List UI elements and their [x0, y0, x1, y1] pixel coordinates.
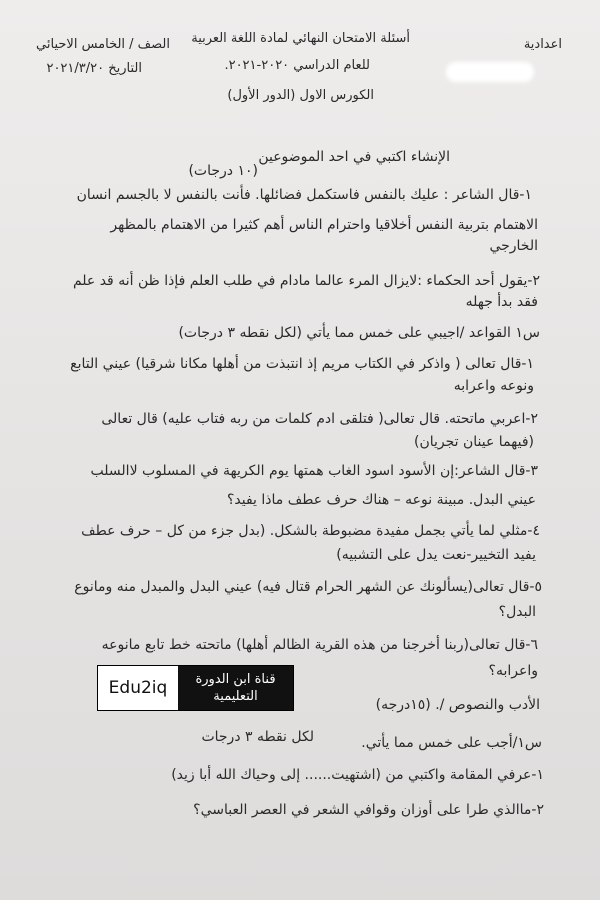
school-name: اعدادية: [523, 37, 562, 52]
watermark-arabic-line2: التعليمية: [213, 689, 258, 704]
q1-item4-line1: ٤-مثلي لما يأتي بجمل مفيدة مضبوطة بالشكل. (بدل جزء من كل – حرف عطف: [81, 523, 540, 539]
watermark-arabic: [178, 666, 293, 710]
q1-heading: س١ القواعد /اجيبي على خمس مما يأتي (لكل نقطه ٣ درجات): [178, 325, 540, 341]
literature-q-heading: س١/أجب على خمس مما يأتي.: [361, 735, 542, 751]
q1-item2-line1: ٢-اعربي ماتحته. قال تعالى( فتلقى ادم كلمات من ربه فتاب عليه) قال تعالى: [101, 411, 538, 427]
essay-marks: (١٠ درجات): [188, 163, 258, 179]
grade-label: الصف / الخامس الاحيائي: [36, 37, 170, 52]
watermark-arabic-line1: قناة ابن الدورة: [195, 672, 276, 687]
essay-topic2-line1: ٢-يقول أحد الحكماء :لايزال المرء عالما مادام في طلب العلم فإذا ظن أنه قد علم: [72, 273, 540, 289]
q1-item4-line2: يفيد التخيير-نعت يدل على التشبيه): [336, 547, 536, 563]
q1-item1-line2: ونوعه واعرابه: [453, 378, 534, 394]
exam-course: الكورس الاول (الدور الأول): [227, 88, 374, 103]
q1-item3-line1: ٣-قال الشاعر:إن الأسود اسود الغاب همتها يوم الكريهة في المسلوب لاالسلب: [90, 463, 538, 479]
q1-item2-line2: (فيهما عينان تجريان): [413, 434, 534, 450]
q1-item5-line2: البدل؟: [498, 604, 536, 620]
exam-date: التاريخ ٢٠٢١/٣/٢٠: [46, 61, 142, 76]
q1-item6-line2: واعرابه؟: [488, 663, 538, 679]
essay-topic1-line2: الاهتمام بتربية النفس أخلاقيا واحترام الناس أهم كثيرا من الاهتمام بالمظهر: [110, 217, 538, 233]
exam-title: أسئلة الامتحان النهائي لمادة اللغة العربية: [191, 31, 410, 46]
literature-heading: الأدب والنصوص /. (١٥درجه): [375, 697, 540, 713]
essay-heading: الإنشاء اكتبي في احد الموضوعين: [258, 149, 450, 165]
exam-year: للعام الدراسي ٢٠٢٠-٢٠٢١.: [224, 58, 370, 73]
q1-item5-line1: ٥-قال تعالى(يسألونك عن الشهر الحرام قتال فيه) عيني البدل والمبدل منه ومانوع: [74, 579, 542, 595]
q1-item3-line2: عيني البدل. مبينة نوعه – هناك حرف عطف ماذا يفيد؟: [226, 492, 536, 508]
literature-item2: ٢-ماالذي طرا على أوزان وقوافي الشعر في العصر العباسي؟: [193, 802, 544, 818]
q1-item1-line1: ١-قال تعالى ( واذكر في الكتاب مريم إذ انتبذت من أهلها مكانا شرقيا) عيني التابع: [70, 356, 534, 372]
edu2iq-watermark-logo: [97, 665, 294, 711]
watermark-latin: Edu2iq: [98, 666, 178, 710]
essay-topic1-line1: ١-قال الشاعر : عليك بالنفس فاستكمل فضائلها. فأنت بالنفس لا بالجسم انسان: [76, 187, 532, 203]
essay-topic1-line3: الخارجي: [489, 238, 538, 254]
literature-marks: لكل نقطه ٣ درجات: [201, 729, 314, 745]
literature-item1: ١-عرفي المقامة واكتبي من (اشتهيت...... إلى وحياك الله أبا زيد): [171, 767, 544, 783]
redacted-school-name: [446, 62, 534, 82]
q1-item6-line1: ٦-قال تعالى(ربنا أخرجنا من هذه القرية الظالم أهلها) ماتحته خط تابع مانوعه: [101, 637, 538, 653]
essay-topic2-line2: فقد بدأ جهله: [465, 294, 538, 310]
